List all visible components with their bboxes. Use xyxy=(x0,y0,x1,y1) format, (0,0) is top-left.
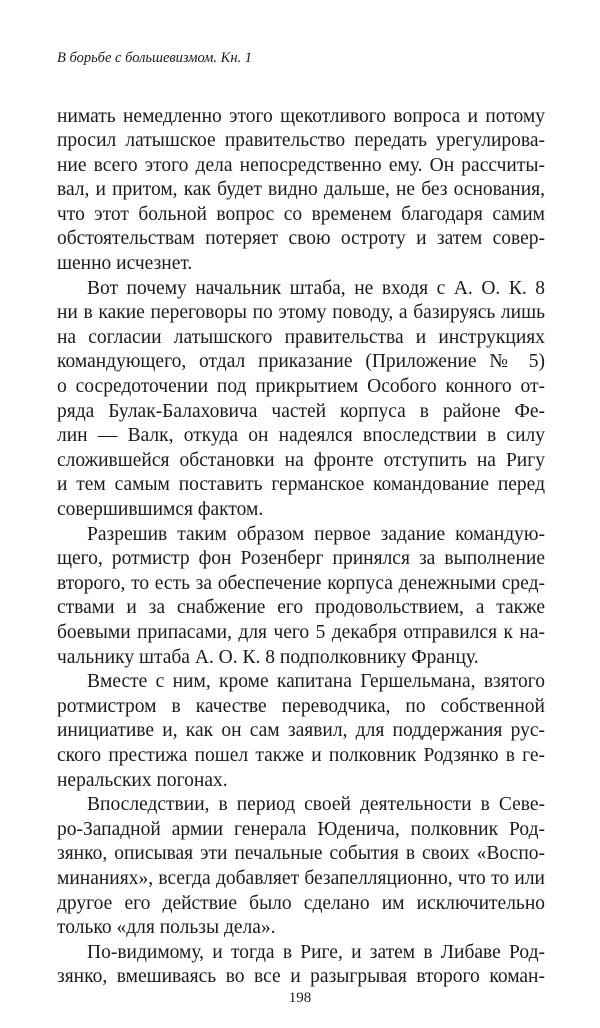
text-line: совершившимся фактом. xyxy=(57,499,264,520)
text-line: ни в какие переговоры по этому поводу, а базируясь лишь xyxy=(57,302,545,324)
paragraph xyxy=(57,793,545,941)
paragraph xyxy=(57,277,545,523)
text-line: другое его действие было сделано им исключительно xyxy=(57,892,545,914)
text-line: ряда Булак-Балаховича частей корпуса в районе Фе- xyxy=(57,400,545,422)
text-line: боевыми припасами, для чего 5 декабря отправился к на- xyxy=(57,621,545,643)
text-line: и тем самым поставить германское командование перед xyxy=(57,474,545,496)
text-line: ского престижа пошел также и полковник Родзянко в ге- xyxy=(57,744,545,766)
text-line: Вместе с ним, кроме капитана Гершельмана, взятого xyxy=(87,671,545,693)
text-line: щего, ротмистр фон Розенберг принялся за выполнение xyxy=(57,548,545,570)
text-line: просил латышское правительство передать урегулирова- xyxy=(57,130,545,152)
text-line: на согласии латышского правительства и инструкциях xyxy=(57,326,545,348)
text-line: командующего, отдал приказание (Приложение № 5) xyxy=(57,351,545,373)
paragraph xyxy=(57,105,545,277)
text-line: ротмистром в качестве переводчика, по собственной xyxy=(57,695,545,717)
text-line: вал, и притом, как будет видно дальше, не без основания, xyxy=(57,179,545,201)
text-line: обстоятельствам потеряет свою остроту и затем совер- xyxy=(57,228,545,250)
text-line: неральских погонах. xyxy=(57,769,228,791)
text-line: шенно исчезнет. xyxy=(57,253,193,275)
text-line: второго, то есть за обеспечение корпуса денежными сред- xyxy=(57,572,545,594)
text-line: Разрешив таким образом первое задание командую- xyxy=(87,523,545,545)
text-line: инициативе и, как он сам заявил, для поддержания рус- xyxy=(57,720,545,742)
text-line: о сосредоточении под прикрытием Особого конного от- xyxy=(57,376,545,398)
paragraph xyxy=(57,670,545,793)
body-text xyxy=(57,105,545,990)
text-line: что этот больной вопрос со временем благодаря самим xyxy=(57,203,545,225)
text-line: зянко, вмешиваясь во все и разыгрывая второго коман- xyxy=(57,966,545,988)
text-line: По-видимому, и тогда в Риге, и затем в Либаве Род- xyxy=(87,941,545,963)
text-line: ствами и за снабжение его продовольствием, а также xyxy=(57,597,545,619)
text-line: лин — Валк, откуда он надеялся впоследствии в силу xyxy=(57,425,545,447)
text-line: ние всего этого дела непосредственно ему. Он рассчиты- xyxy=(57,154,545,176)
text-line: Впоследствии, в период своей деятельности в Севе- xyxy=(87,794,545,816)
text-line: только «для пользы дела». xyxy=(57,917,276,939)
text-line: ро-Западной армии генерала Юденича, полковник Род- xyxy=(57,818,545,840)
text-line: Вот почему начальник штаба, не входя с А. О. К. 8 xyxy=(87,277,545,299)
page-number: 198 xyxy=(288,990,312,1006)
paragraph xyxy=(57,941,545,990)
running-header: В борьбе с большевизмом. Кн. 1 xyxy=(57,50,253,66)
text-line: сложившейся обстановки на фронте отступить на Ригу xyxy=(57,449,545,471)
text-line: чальнику штаба А. О. К. 8 подполковнику Францу. xyxy=(57,646,479,668)
text-line: нимать немедленно этого щекотливого вопроса и потому xyxy=(57,105,545,127)
text-line: зянко, описывая эти печальные события в своих «Воспо- xyxy=(57,843,545,865)
paragraph xyxy=(57,523,545,671)
text-line: минаниях», всегда добавляет безапелляционно, что то или xyxy=(57,867,545,889)
